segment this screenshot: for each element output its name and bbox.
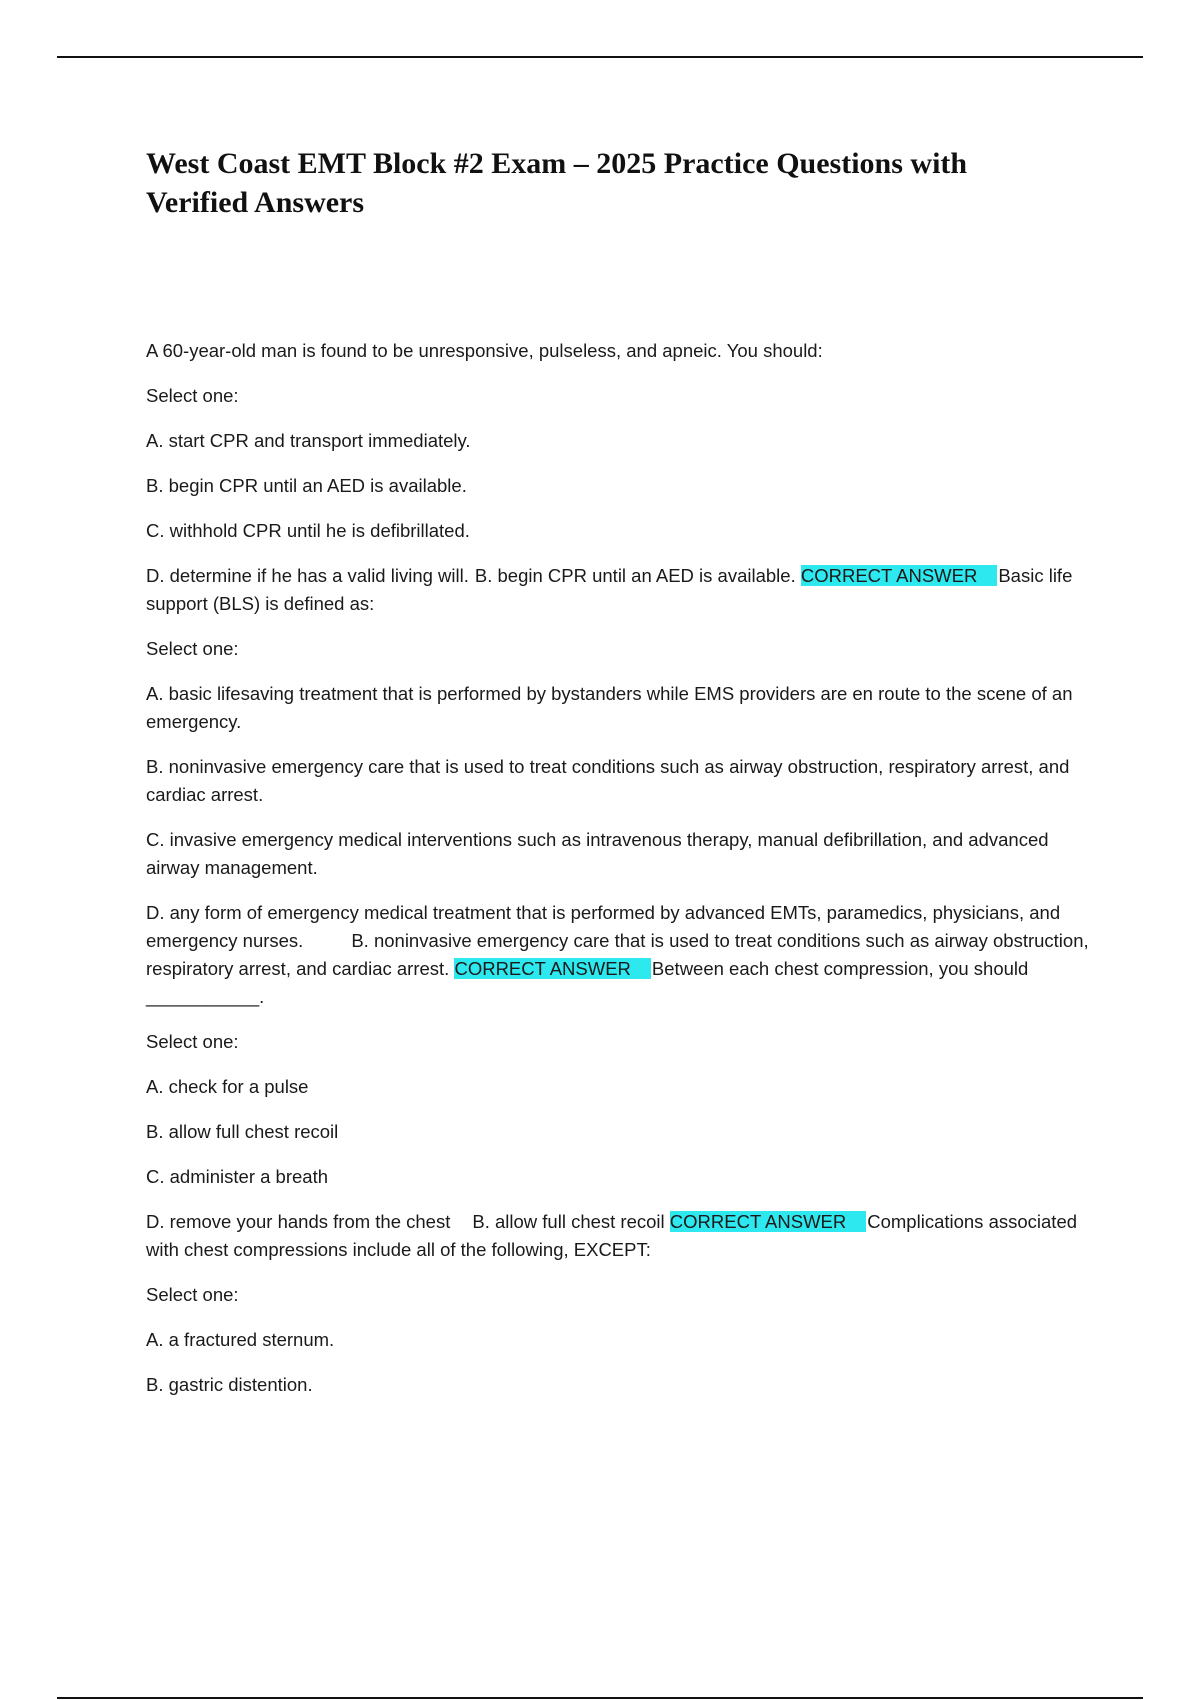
option-a: A. a fractured sternum.: [146, 1329, 335, 1350]
option-d-answer-line: [146, 562, 1091, 618]
question-prompt: A 60-year-old man is found to be unresponsive, pulseless, and apneic. You should:: [146, 340, 823, 361]
option-d-answer-line: [146, 899, 1091, 1011]
option-a: A. basic lifesaving treatment that is performed by bystanders while EMS providers are en route to the scene of an emergency.: [146, 683, 1073, 732]
answer-text: B. noninvasive emergency care that is used to treat conditions such as airway obstruction, respiratory arrest, and cardiac arrest.: [146, 930, 1089, 979]
question-prompt: Basic life support (BLS) is defined as:: [146, 565, 1073, 614]
select-instruction: Select one:: [146, 638, 239, 659]
option-b: B. allow full chest recoil: [146, 1121, 339, 1142]
option-c: C. withhold CPR until he is defibrillated.: [146, 520, 470, 541]
option-d: D. remove your hands from the chest: [146, 1211, 451, 1232]
option-d-answer-line: [146, 1208, 1091, 1264]
answer-text: B. begin CPR until an AED is available.: [474, 565, 796, 586]
header-rule: [57, 56, 1143, 58]
option-a: A. check for a pulse: [146, 1076, 309, 1097]
option-d: D. any form of emergency medical treatment that is performed by advanced EMTs, paramedics, physicians, and emergency nurses.: [146, 902, 1061, 951]
question-prompt: Between each chest compression, you should ___________.: [146, 958, 1029, 1007]
answer-text: B. allow full chest recoil: [472, 1211, 665, 1232]
page-title: West Coast EMT Block #2 Exam – 2025 Practice Questions with Verified Answers: [146, 147, 968, 219]
correct-answer-highlight: CORRECT ANSWER: [454, 958, 650, 979]
select-instruction: Select one:: [146, 1031, 239, 1052]
option-d: D. determine if he has a valid living will.: [146, 565, 469, 586]
question-prompt: Complications associated with chest compressions include all of the following, EXCEPT:: [146, 1211, 1078, 1260]
option-b: B. noninvasive emergency care that is used to treat conditions such as airway obstruction, respiratory arrest, and cardiac arrest.: [146, 756, 1070, 805]
footer-rule: [57, 1697, 1143, 1699]
correct-answer-highlight: CORRECT ANSWER: [670, 1211, 866, 1232]
select-instruction: Select one:: [146, 385, 239, 406]
option-b: B. gastric distention.: [146, 1374, 313, 1395]
option-c: C. administer a breath: [146, 1166, 329, 1187]
option-c: C. invasive emergency medical interventions such as intravenous therapy, manual defibrillation, and advanced airway management.: [146, 829, 1049, 878]
select-instruction: Select one:: [146, 1284, 239, 1305]
question-list: [146, 337, 1091, 1416]
option-b: B. begin CPR until an AED is available.: [146, 475, 467, 496]
correct-answer-highlight: CORRECT ANSWER: [801, 565, 997, 586]
option-a: A. start CPR and transport immediately.: [146, 430, 471, 451]
